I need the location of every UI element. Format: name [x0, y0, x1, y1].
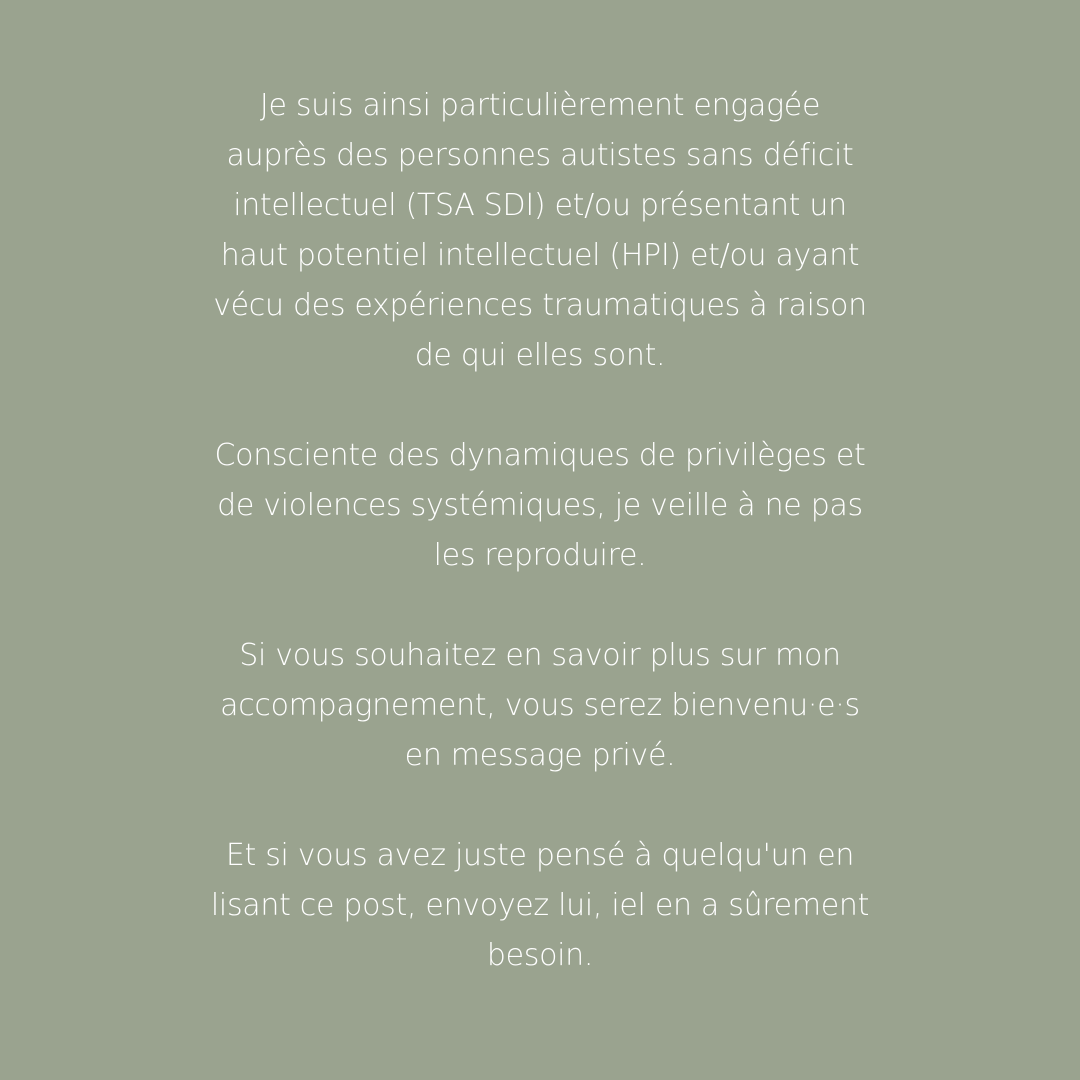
- text-line: vécu des expériences traumatiques à raison: [213, 288, 867, 323]
- text-line: lisant ce post, envoyez lui, iel en a sûrement: [210, 888, 870, 923]
- paragraph-contact: [150, 631, 930, 781]
- paragraph-privileges: [150, 431, 930, 581]
- text-line: de qui elles sont.: [414, 338, 666, 373]
- text-line: de violences systémiques, je veille à ne pas: [217, 488, 863, 523]
- text-line: besoin.: [486, 938, 594, 973]
- paragraph-share: [150, 831, 930, 981]
- text-line: les reproduire.: [433, 538, 647, 573]
- text-line: intellectuel (TSA SDI) et/ou présentant un: [233, 188, 847, 223]
- text-line: haut potentiel intellectuel (HPI) et/ou ayant: [220, 238, 860, 273]
- text-line: en message privé.: [404, 738, 676, 773]
- text-line: Et si vous avez juste pensé à quelqu'un en: [225, 838, 855, 873]
- paragraph-engagement: [150, 81, 930, 381]
- text-line: auprès des personnes autistes sans déficit: [226, 138, 854, 173]
- text-line: Si vous souhaitez en savoir plus sur mon: [239, 638, 841, 673]
- post-text: [150, 81, 930, 981]
- text-line: Consciente des dynamiques de privilèges et: [214, 438, 866, 473]
- text-line: Je suis ainsi particulièrement engagée: [259, 88, 821, 123]
- text-line: accompagnement, vous serez bienvenu·e·s: [220, 688, 860, 723]
